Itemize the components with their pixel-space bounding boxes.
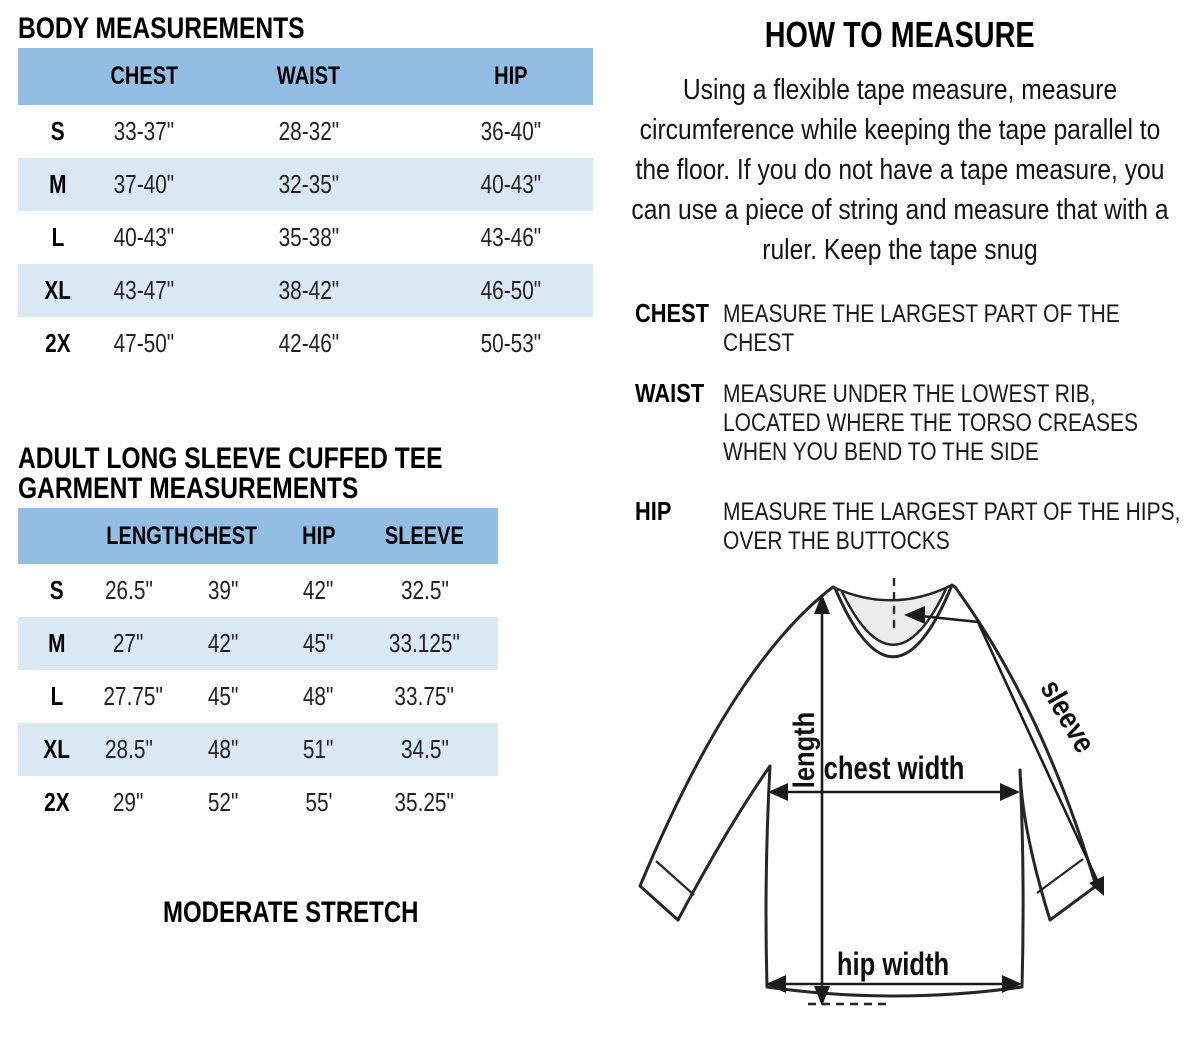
sleeve-label: sleeve — [1034, 673, 1102, 759]
table-row: XL 43-47" 38-42" 46-50" — [18, 264, 593, 317]
stretch-note: MODERATE STRETCH — [162, 896, 419, 929]
header-row — [18, 508, 498, 564]
garment-measurements-title: ADULT LONG SLEEVE CUFFED TEE GARMENT MEASUREMENTS — [18, 442, 443, 505]
table-row: XL 28.5" 48" 51" 34.5" — [18, 723, 498, 776]
definition-hip — [635, 496, 1195, 555]
col-length: LENGTH — [106, 521, 189, 550]
col-hip: HIP — [493, 62, 528, 90]
shirt-outline — [640, 585, 1096, 996]
definition-term: HIP — [635, 496, 672, 526]
definition-description: MEASURE THE LARGEST PART OF THE CHEST — [723, 300, 1120, 357]
garment-measurements-table — [18, 508, 498, 829]
table-row: M 27" 42" 45" 33.125" — [18, 617, 498, 670]
col-sleeve: SLEEVE — [385, 521, 464, 550]
header-row — [18, 48, 593, 105]
table-row: 2X 47-50" 42-46" 50-53" — [45, 328, 541, 358]
definition-term: WAIST — [635, 378, 705, 408]
definition-term: CHEST — [635, 298, 710, 328]
col-waist: WAIST — [277, 62, 341, 90]
chest-width-label: chest width — [823, 751, 965, 787]
table-row: S 26.5" 39" 42" 32.5" — [50, 575, 449, 605]
length-label: length — [787, 711, 821, 789]
table-row: M 37-40" 32-35" 40-43" — [18, 158, 593, 211]
table-row: L 40-43" 35-38" 43-46" — [51, 222, 541, 252]
table-row: 2X 29" 52" 55' 35.25" — [44, 787, 455, 817]
col-chest: CHEST — [189, 521, 258, 550]
body-measurements-table — [18, 48, 593, 370]
hip-width-label: hip width — [836, 947, 950, 983]
definition-description: MEASURE THE LARGEST PART OF THE HIPS, OVER THE BUTTOCKS — [723, 498, 1181, 555]
col-hip: HIP — [301, 521, 336, 550]
table-row: S 33-37" 28-32" 36-40" — [51, 116, 541, 146]
body-measurements-title: BODY MEASUREMENTS — [18, 12, 305, 45]
shirt-measurement-diagram — [618, 568, 1198, 1056]
definition-chest — [635, 298, 1195, 357]
definition-waist — [635, 378, 1195, 466]
how-to-measure-title: HOW TO MEASURE — [765, 14, 1035, 55]
how-to-measure-intro: Using a flexible tape measure, measure circumference while keeping the tape parallel to the floor. If you do not have a tape measure, you can use a piece of string and measure that with a ruler. Keep the tape snug — [631, 74, 1169, 266]
col-chest: CHEST — [110, 62, 178, 90]
table-row: L 27.75" 45" 48" 33.75" — [50, 681, 455, 711]
definition-description: MEASURE UNDER THE LOWEST RIB, LOCATED WHERE THE TORSO CREASES WHEN YOU BEND TO THE SIDE — [723, 380, 1139, 466]
